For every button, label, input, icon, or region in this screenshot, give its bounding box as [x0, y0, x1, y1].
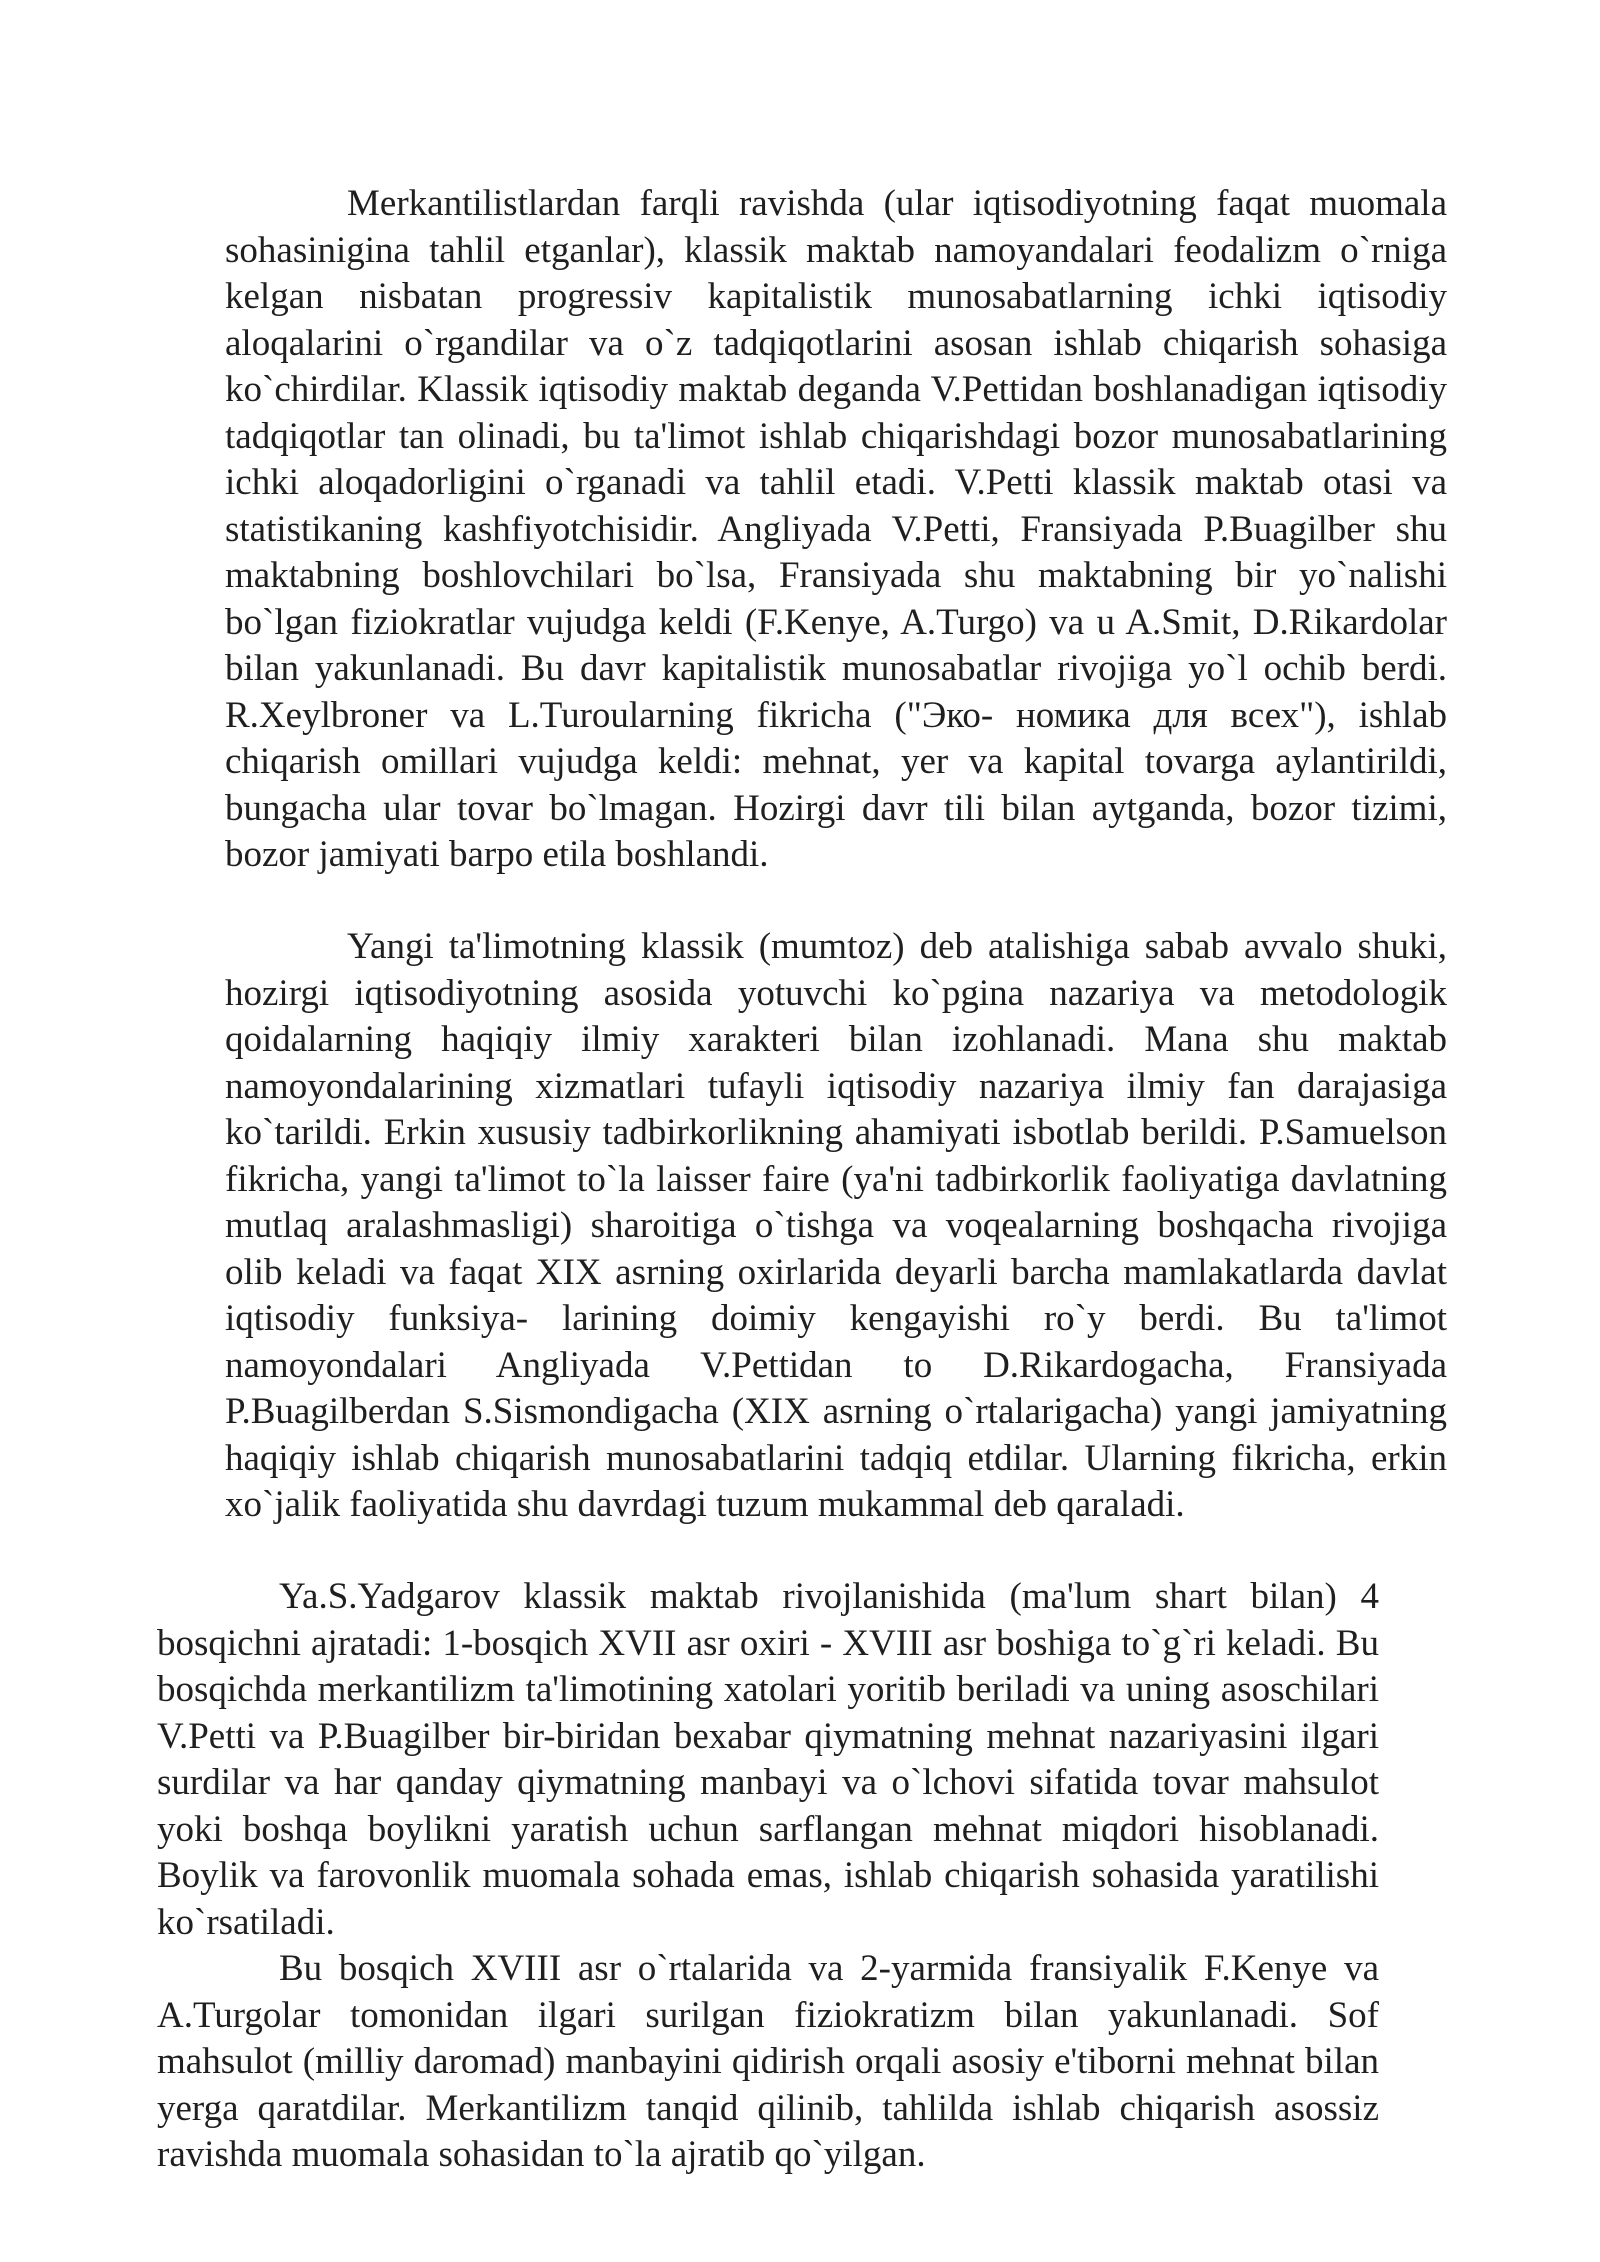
paragraph-classical-term-origin: Yangi ta'limotning klassik (mumtoz) deb atalishiga sabab avvalo shuki, hozirgi iqtisodiyotning asosida yotuvchi ko`pgina nazariya va metodologik qoidalarning haqiqiy ilmiy xarakteri bilan izohlanadi. Mana shu maktab namoyondalarining xizmatlari tufayli iqtisodiy nazariya ilmiy fan darajasiga ko`tarildi. Erkin xususiy tadbirkorlikning ahamiyati isbotlab berildi. P.Samuelson fikricha, yangi ta'limot to`la laisser faire (ya'ni tadbirkorlik faoliyatiga davlatning mutlaq aralashmasligi) sharoitiga o`tishga va voqealarning boshqacha rivojiga olib keladi va faqat XIX asrning oxirlarida deyarli barcha mamlakatlarda davlat iqtisodiy funksiya- larining doimiy kengayishi ro`y berdi. Bu ta'limot namoyondalari Angliyada V.Pettidan to D.Rikardogacha, Fransiyada P.Buagilberdan S.Sismondigacha (XIX asrning o`rtalarigacha) yangi jamiyatning haqiqiy ishlab chiqarish munosabatlarini tadqiq etdilar. Ularning fikricha, erkin xo`jalik faoliyatida shu davrdagi tuzum mukammal deb qaraladi. [225, 926, 1447, 1525]
paragraph-yadgarov-stages: Ya.S.Yadgarov klassik maktab rivojlanishida (ma'lum shart bilan) 4 bosqichni ajratadi: 1-bosqich XVII asr oxiri - XVIII asr boshiga to`g`ri keladi. Bu bosqichda merkantilizm ta'limotining xatolari yoritib beriladi va uning asoschilari V.Petti va P.Buagilber bir-biridan bexabar qiymatning mehnat nazariyasini ilgari surdilar va har qanday qiymatning manbayi va o`lchovi sifatida tovar mahsulot yoki boshqa boylikni yaratish uchun sarflangan mehnat miqdori hisoblanadi. Boylik va farovonlik muomala sohada emas, ishlab chiqarish sohasida yaratilishi ko`rsatiladi. [157, 1576, 1379, 1943]
paragraph-classical-school-intro: Merkantilistlardan farqli ravishda (ular iqtisodiyotning faqat muomala sohasinigina tahlil etganlar), klassik maktab namoyandalari feodalizm o`rniga kelgan nisbatan progressiv kapitalistik munosabatlarning ichki iqtisodiy aloqalarini o`rgandilar va o`z tadqiqotlarini asosan ishlab chiqarish sohasiga ko`chirdilar. Klassik iqtisodiy maktab deganda V.Pettidan boshlanadigan iqtisodiy tadqiqotlar tan olinadi, bu ta'limot ishlab chiqarishdagi bozor munosabatlarining ichki aloqadorligini o`rganadi va tahlil etadi. V.Petti klassik maktab otasi va statistikaning kashfiyotchisidir. Angliyada V.Petti, Fransiyada P.Buagilber shu maktabning boshlovchilari bo`lsa, Fransiyada shu maktabning bir yo`nalishi bo`lgan fiziokratlar vujudga keldi (F.Kenye, A.Turgo) va u A.Smit, D.Rikardolar bilan yakunlanadi. Bu davr kapitalistik munosabatlar rivojiga yo`l ochib berdi. R.Xeylbroner va L.Turoularning fikricha ("Эко- номика для всех"), ishlab chiqarish omillari vujudga keldi: mehnat, yer va kapital tovarga aylantirildi, bungacha ular tovar bo`lmagan. Hozirgi davr tili bilan aytganda, bozor tizimi, bozor jamiyati barpo etila boshlandi. [225, 183, 1447, 875]
paragraph-physiocracy-stage: Bu bosqich XVIII asr o`rtalarida va 2-yarmida fransiyalik F.Kenye va A.Turgolar tomonidan ilgari surilgan fiziokratizm bilan yakunlanadi. Sof mahsulot (milliy daromad) manbayini qidirish orqali asosiy e'tiborni mehnat bilan yerga qaratdilar. Merkantilizm tanqid qilinib, tahlilda ishlab chiqarish asossiz ravishda muomala sohasidan to`la ajratib qo`yilgan. [157, 1948, 1379, 2175]
